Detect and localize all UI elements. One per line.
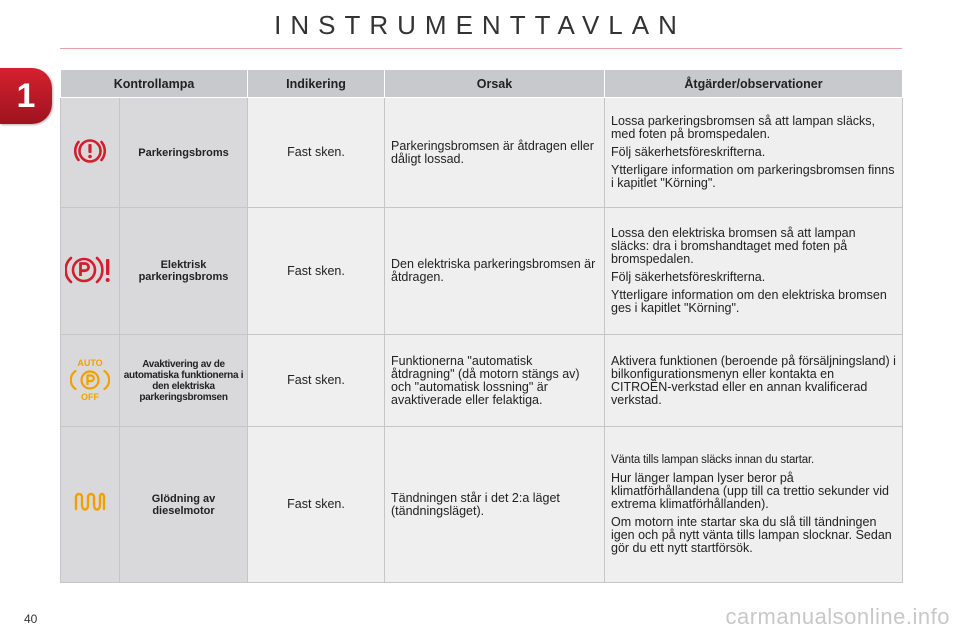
table-row: [61, 208, 903, 335]
indication-text: Fast sken.: [248, 98, 385, 208]
column-header-lamp: Kontrollampa: [61, 70, 248, 98]
lamp-name: Parkeringsbroms: [120, 98, 248, 208]
action-text: Lossa den elektriska bromsen så att lampan släcks: dra i bromshandtaget med foten på bromspedalen.: [611, 226, 856, 266]
action-text: Följ säkerhetsföreskrifterna.: [611, 145, 766, 159]
action-text: Aktivera funktionen (beroende på försäljningsland) i bilkonfigurationsmenyn eller kontakta en CITROËN-verkstad eller en annan kvalificerad verkstad.: [611, 353, 896, 407]
page-title: INSTRUMENTTAVLAN: [274, 10, 686, 40]
electric-parking-brake-icon: [65, 254, 115, 286]
warning-lamp-table: [60, 69, 903, 583]
cause-text: Den elektriska parkeringsbromsen är åtdragen.: [385, 208, 605, 335]
indication-text: Fast sken.: [248, 335, 385, 427]
glow-plug-icon: [73, 492, 107, 514]
action-text: Hur länger lampan lyser beror på klimatförhållandena (upp till ca trettio sekunder vid extrema klimatförhållanden).: [611, 471, 889, 511]
indication-text: Fast sken.: [248, 208, 385, 335]
action-text: Lossa parkeringsbromsen så att lampan släcks, med foten på bromspedalen.: [611, 114, 876, 141]
watermark: carmanualsonline.info: [725, 604, 950, 629]
lamp-name: Elektrisk parkeringsbroms: [120, 208, 248, 335]
chapter-tab: 1: [0, 68, 52, 124]
actions-cell: [605, 427, 903, 583]
column-header-cause: Orsak: [385, 70, 605, 98]
lamp-name: Glödning av dieselmotor: [120, 427, 248, 583]
lamp-name: Avaktivering av de automatiska funktionerna i den elektriska parkeringsbromsen: [120, 335, 248, 427]
lamp-icon-cell: [61, 335, 120, 427]
cause-text: Funktionerna "automatisk åtdragning" (då motorn stängs av) och "automatisk lossning" är avaktiverade eller felaktiga.: [385, 335, 605, 427]
action-text: Vänta tills lampan släcks innan du startar.: [611, 454, 814, 466]
cause-text: Tändningen står i det 2:a läget (tändningsläget).: [385, 427, 605, 583]
parking-brake-warning-icon: [72, 136, 108, 166]
column-header-indication: Indikering: [248, 70, 385, 98]
actions-cell: [605, 98, 903, 208]
column-header-actions: Åtgärder/observationer: [605, 70, 903, 98]
icon-label-off: OFF: [81, 392, 99, 401]
icon-label-auto: AUTO: [77, 358, 103, 368]
actions-cell: [605, 208, 903, 335]
lamp-icon-cell: [61, 427, 120, 583]
action-text: Ytterligare information om den elektriska bromsen ges i kapitlet "Körning".: [611, 288, 887, 315]
lamp-icon-cell: [61, 208, 120, 335]
action-text: Ytterligare information om parkeringsbromsen finns i kapitlet "Körning".: [611, 163, 895, 190]
table-row: [61, 427, 903, 583]
indication-text: Fast sken.: [248, 427, 385, 583]
auto-parking-brake-off-icon: [70, 357, 110, 401]
table-header-row: [61, 70, 903, 98]
table-row: [61, 335, 903, 427]
table-row: [61, 98, 903, 208]
page-number: 40: [24, 612, 38, 626]
cause-text: Parkeringsbromsen är åtdragen eller dåligt lossad.: [385, 98, 605, 208]
action-text: Om motorn inte startar ska du slå till tändningen igen och på nytt vänta tills lampan slocknar. Sedan gör du ett nytt startförsök.: [611, 515, 892, 555]
title-divider: [60, 48, 902, 49]
lamp-icon-cell: [61, 98, 120, 208]
actions-cell: [605, 335, 903, 427]
action-text: Följ säkerhetsföreskrifterna.: [611, 270, 766, 284]
